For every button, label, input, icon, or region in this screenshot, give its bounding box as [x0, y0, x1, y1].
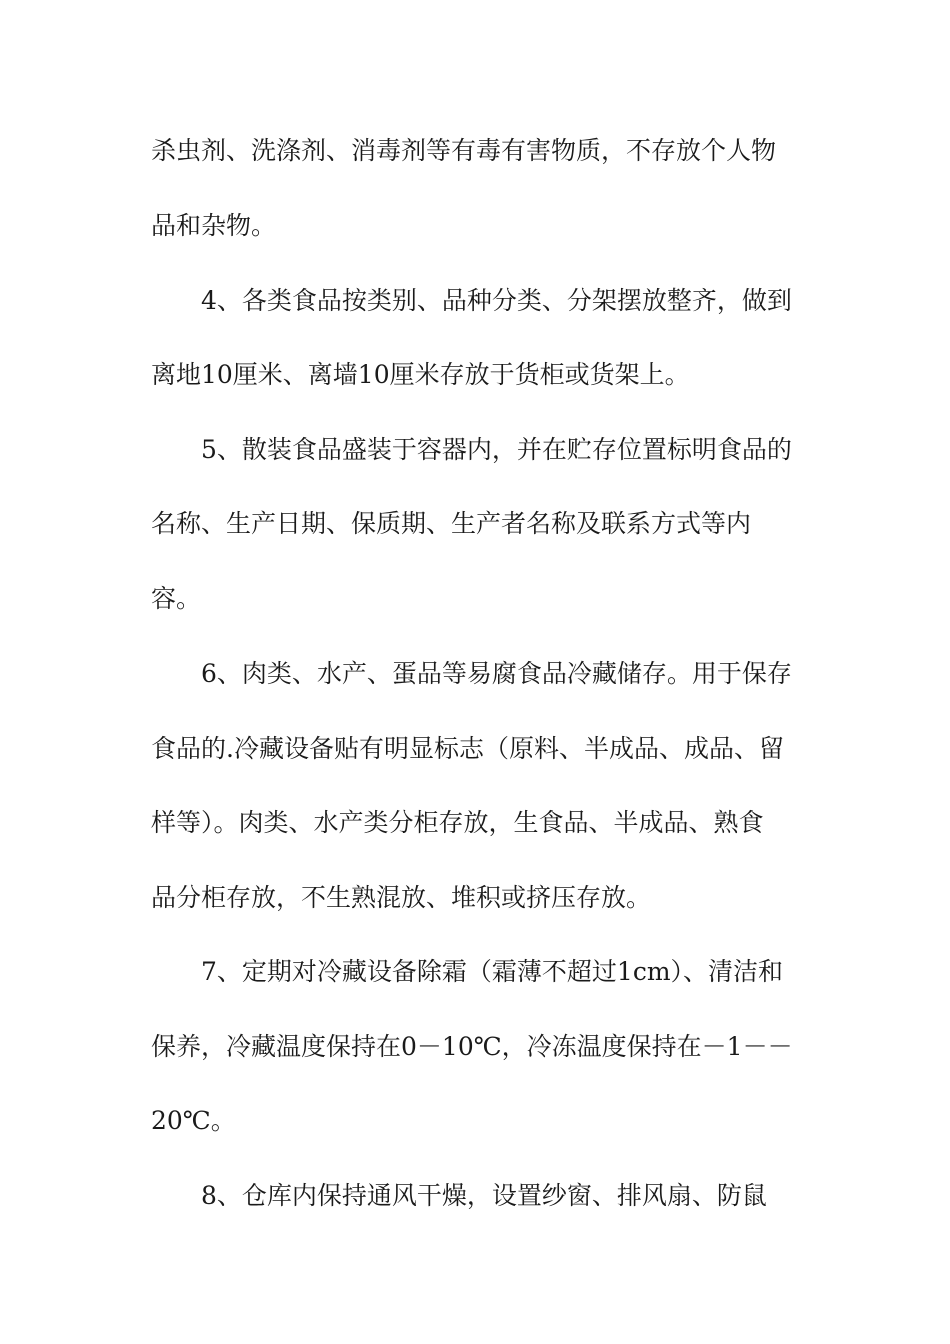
- paragraph-line: 20℃。: [151, 1106, 236, 1135]
- paragraph-line: 离地10厘米、离墙10厘米存放于货柜或货架上。: [151, 360, 690, 389]
- paragraph-line: 5、散装食品盛装于容器内，并在贮存位置标明食品的: [201, 435, 792, 464]
- paragraph-line: 品和杂物。: [151, 211, 277, 240]
- paragraph-line: 样等）。肉类、水产类分柜存放，生食品、半成品、熟食: [151, 808, 764, 837]
- paragraph-line: 容。: [151, 584, 202, 613]
- paragraph-line: 名称、生产日期、保质期、生产者名称及联系方式等内: [151, 509, 752, 538]
- paragraph-line: 保养，冷藏温度保持在0－10℃，冷冻温度保持在－1－－: [151, 1032, 793, 1061]
- paragraph-line: 6、肉类、水产、蛋品等易腐食品冷藏储存。用于保存: [201, 659, 792, 688]
- paragraph-line: 品分柜存放，不生熟混放、堆积或挤压存放。: [151, 883, 652, 912]
- paragraph-line: 8、仓库内保持通风干燥，设置纱窗、排风扇、防鼠: [201, 1181, 767, 1210]
- paragraph-line: 7、定期对冷藏设备除霜（霜薄不超过1cm）、清洁和: [201, 957, 784, 986]
- paragraph-line: 4、各类食品按类别、品种分类、分架摆放整齐，做到: [201, 286, 792, 315]
- paragraph-line: 食品的.冷藏设备贴有明显标志（原料、半成品、成品、留: [151, 734, 784, 763]
- paragraph-line: 杀虫剂、洗涤剂、消毒剂等有毒有害物质，不存放个人物: [151, 136, 777, 165]
